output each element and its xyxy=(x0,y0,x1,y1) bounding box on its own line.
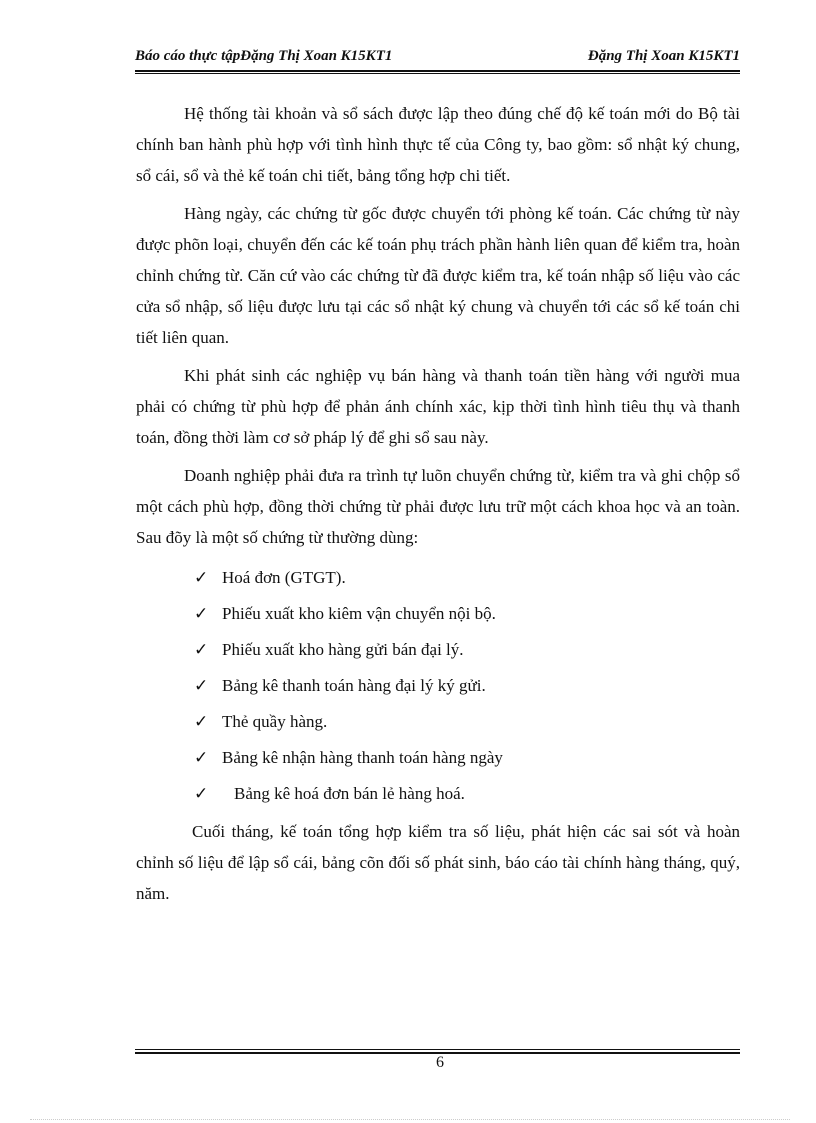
page-header xyxy=(135,48,740,65)
checkmark-icon: ✓ xyxy=(194,712,209,731)
checkmark-icon: ✓ xyxy=(194,640,209,659)
paragraph-document-flow: Doanh nghiệp phải đưa ra trình tự luõn chuyển chứng từ, kiểm tra và ghi chộp sổ một cách phù hợp, đồng thời chứng từ phải được lưu trữ một cách khoa học và an toàn. Sau đõy là một số chứng từ thường dùng: xyxy=(136,466,740,547)
header-left-text: Báo cáo thực tậpĐặng Thị Xoan K15KT1 xyxy=(135,48,393,64)
list-item-text: Thẻ quầy hàng. xyxy=(222,712,328,731)
list-item-text: Phiếu xuất kho hàng gửi bán đại lý. xyxy=(222,640,464,659)
checkmark-icon: ✓ xyxy=(194,784,209,803)
paragraph-daily-documents: Hàng ngày, các chứng từ gốc được chuyển tới phòng kế toán. Các chứng từ này được phõn loại, chuyển đến các kế toán phụ trách phần hành liên quan để kiểm tra, hoàn chỉnh chứng từ. Căn cứ vào các chứng từ đã được kiểm tra, kế toán nhập số liệu vào các cửa sổ nhập, số liệu được lưu tại các sổ nhật ký chung và chuyển tới các sổ kế toán chi tiết liên quan. xyxy=(136,204,740,347)
document-checklist xyxy=(136,560,740,812)
paragraph-accounts: Hệ thống tài khoản và sổ sách được lập theo đúng chế độ kế toán mới do Bộ tài chính ban hành phù hợp với tình hình thực tế của Công ty, bao gồm: sổ nhật ký chung, sổ cái, sổ và thẻ kế toán chi tiết, bảng tổng hợp chi tiết. xyxy=(136,104,740,185)
paragraph-month-end: Cuối tháng, kế toán tổng hợp kiểm tra số liệu, phát hiện các sai sót và hoàn chỉnh số liệu để lập sổ cái, bảng cõn đối số phát sinh, báo cáo tài chính hàng tháng, quý, năm. xyxy=(136,822,740,903)
document-body xyxy=(136,98,740,916)
list-item xyxy=(136,704,740,740)
list-item xyxy=(136,560,740,596)
checkmark-icon: ✓ xyxy=(194,568,209,587)
checkmark-icon: ✓ xyxy=(194,604,209,623)
list-item xyxy=(136,596,740,632)
list-item xyxy=(136,776,740,812)
list-item-text: Bảng kê hoá đơn bán lẻ hàng hoá. xyxy=(234,784,465,803)
header-rule xyxy=(135,70,740,72)
list-item-text: Hoá đơn (GTGT). xyxy=(222,568,346,587)
checkmark-icon: ✓ xyxy=(194,748,209,767)
checkmark-icon: ✓ xyxy=(194,676,209,695)
list-item-text: Bảng kê thanh toán hàng đại lý ký gửi. xyxy=(222,676,486,695)
list-item-text: Bảng kê nhận hàng thanh toán hàng ngày xyxy=(222,748,503,767)
list-item-text: Phiếu xuất kho kiêm vận chuyển nội bộ. xyxy=(222,604,496,623)
list-item xyxy=(136,740,740,776)
list-item xyxy=(136,632,740,668)
page-bottom-border xyxy=(30,1119,790,1120)
list-item xyxy=(136,668,740,704)
paragraph-sales-transactions: Khi phát sinh các nghiệp vụ bán hàng và thanh toán tiền hàng với người mua phải có chứng từ phù hợp để phản ánh chính xác, kịp thời tình hình tiêu thụ và thanh toán, đồng thời làm cơ sở pháp lý để ghi sổ sau này. xyxy=(136,366,740,447)
page-number: 6 xyxy=(436,1054,444,1071)
footer-rule-thin xyxy=(135,1049,740,1050)
header-rule-thin xyxy=(135,73,740,74)
header-right-text: Đặng Thị Xoan K15KT1 xyxy=(587,48,740,64)
